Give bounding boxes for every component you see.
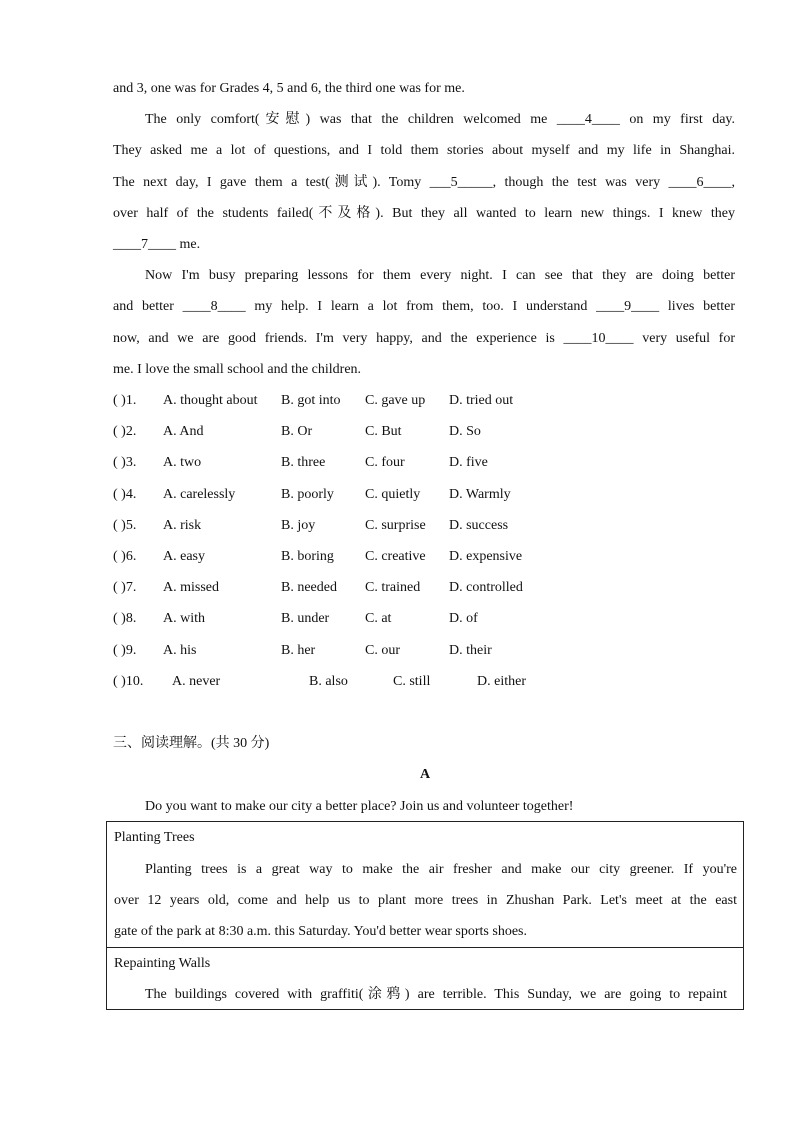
option-c: C. But <box>365 424 402 439</box>
option-d: D. controlled <box>449 580 523 595</box>
question-number: ( )7. <box>113 580 137 595</box>
passage-line-10: me. I love the small school and the children. <box>113 362 362 377</box>
option-c: C. still <box>393 674 431 689</box>
passage-line-5: over half of the students failed(不及格). But they all wanted to learn new things. I knew they <box>113 206 735 221</box>
question-number: ( )9. <box>113 643 137 658</box>
option-d: D. success <box>449 518 509 533</box>
option-d: D. tried out <box>449 393 514 408</box>
question-number: ( )4. <box>113 487 137 502</box>
option-b: B. also <box>309 674 348 689</box>
option-b: B. joy <box>281 518 316 533</box>
option-a: A. And <box>163 424 204 439</box>
question-number: ( )1. <box>113 393 137 408</box>
option-c: C. trained <box>365 580 421 595</box>
option-b: B. got into <box>281 393 341 408</box>
box2-line-1: The buildings covered with graffiti(涂鸦) are terrible. This Sunday, we are going to repaint <box>145 987 727 1002</box>
option-a: A. easy <box>163 549 205 564</box>
option-d: D. either <box>477 674 526 689</box>
passage-line-2: The only comfort(安慰) was that the children welcomed me ____4____ on my first day. <box>145 112 735 127</box>
option-b: B. three <box>281 455 326 470</box>
option-c: C. at <box>365 611 392 626</box>
volunteer-table <box>106 821 744 1010</box>
option-a: A. risk <box>163 518 202 533</box>
box1-line-2: over 12 years old, come and help us to plant more trees in Zhushan Park. Let's meet at the east <box>114 893 737 908</box>
option-c: C. our <box>365 643 400 658</box>
option-a: A. thought about <box>163 393 258 408</box>
option-c: C. surprise <box>365 518 426 533</box>
question-number: ( )3. <box>113 455 137 470</box>
option-a: A. two <box>163 455 202 470</box>
option-d: D. of <box>449 611 478 626</box>
option-c: C. four <box>365 455 405 470</box>
option-a: A. missed <box>163 580 219 595</box>
option-d: D. expensive <box>449 549 523 564</box>
question-number: ( )5. <box>113 518 137 533</box>
section-intro: Do you want to make our city a better place? Join us and volunteer together! <box>145 799 574 814</box>
table-divider <box>107 947 743 948</box>
passage-line-7: Now I'm busy preparing lessons for them every night. I can see that they are doing better <box>145 268 735 283</box>
box2-title: Repainting Walls <box>114 956 211 971</box>
option-a: A. carelessly <box>163 487 236 502</box>
option-b: B. needed <box>281 580 337 595</box>
option-c: C. creative <box>365 549 426 564</box>
passage-line-9: now, and we are good friends. I'm very happy, and the experience is ____10____ very useful for <box>113 331 735 346</box>
option-b: B. poorly <box>281 487 334 502</box>
question-number: ( )6. <box>113 549 137 564</box>
option-c: C. gave up <box>365 393 426 408</box>
option-a: A. his <box>163 643 197 658</box>
passage-line-4: The next day, I gave them a test(测试). Tomy ___5_____, though the test was very ____6____, <box>113 175 735 190</box>
question-number: ( )2. <box>113 424 137 439</box>
option-b: B. under <box>281 611 330 626</box>
box1-line-3: gate of the park at 8:30 a.m. this Saturday. You'd better wear sports shoes. <box>114 924 527 939</box>
question-number: ( )8. <box>113 611 137 626</box>
option-d: D. Warmly <box>449 487 511 502</box>
option-a: A. with <box>163 611 205 626</box>
box1-line-1: Planting trees is a great way to make the air fresher and make our city greener. If you're <box>145 862 737 877</box>
option-d: D. five <box>449 455 488 470</box>
option-d: D. So <box>449 424 481 439</box>
passage-line-6: ____7____ me. <box>113 237 201 252</box>
part-label: A <box>419 767 431 782</box>
option-b: B. her <box>281 643 316 658</box>
option-a: A. never <box>172 674 221 689</box>
passage-line-3: They asked me a lot of questions, and I told them stories about myself and my life in Shanghai. <box>113 143 735 158</box>
option-b: B. boring <box>281 549 334 564</box>
option-c: C. quietly <box>365 487 421 502</box>
box1-title: Planting Trees <box>114 830 195 845</box>
passage-line-1: and 3, one was for Grades 4, 5 and 6, the third one was for me. <box>113 81 465 96</box>
passage-line-8: and better ____8____ my help. I learn a lot from them, too. I understand ____9____ lives better <box>113 299 735 314</box>
option-b: B. Or <box>281 424 313 439</box>
question-number: ( )10. <box>113 674 144 689</box>
section-heading: 三、阅读理解。(共 30 分) <box>113 736 270 751</box>
option-d: D. their <box>449 643 492 658</box>
